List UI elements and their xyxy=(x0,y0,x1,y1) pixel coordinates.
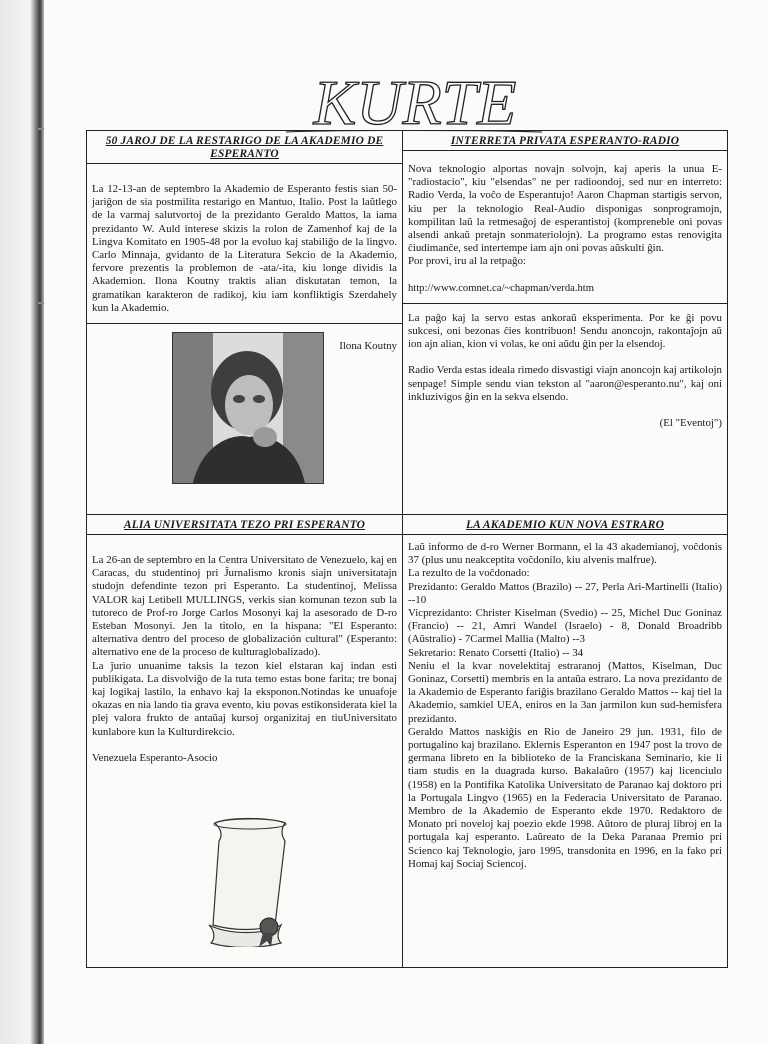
svg-text:KURTE: KURTE xyxy=(313,67,517,138)
article-universitata-tezo xyxy=(87,515,403,967)
article-paragraph: La ĵurio unuanime taksis la tezon kiel elstaran kaj indan esti publikigata. La disvolviĝo de la tuta temo estas bone farita; tre bonaj kaj logikaj lastilo, la enhavo kaj la eksponon.Notindas ke unuafoje okazas en nia lando tia grava evento, kiu povas estikonsiderata kiel la plej valora frukto de antaŭaj kursoj organizitaj en tiuUniversitato kunlabore kun la Kulturdirekcio. xyxy=(92,659,397,738)
article-paragraph: La paĝo kaj la servo estas ankoraŭ eksperimenta. Por ke ĝi povu sukcesi, oni bezonas ĉies kontribuon! Sendu anoncojn, rakontaĵojn aŭ ion ajn alian, kion vi volas, ke oni aŭdu ĝin per la elsendoj. xyxy=(408,311,722,351)
article-akademio-jubileo xyxy=(87,131,403,515)
article-heading: LA AKADEMIO KUN NOVA ESTRARO xyxy=(403,515,727,535)
article-paragraph: Radio Verda estas ideala rimedo disvastigi viajn anoncojn kaj artikolojn senpage! Simple sendu vian tekston al "aaron@esperanto.nu", kaj oni inkluzivigos ĝin en la sekva elsendo. xyxy=(408,364,722,403)
scroll-illustration xyxy=(199,815,295,947)
page-binding-edge xyxy=(0,0,44,1044)
article-paragraph: Nova teknologio alportas novajn solvojn, kaj aperis la unua E-"radiostacio", kiu "elsendas" ne per radioondoj, sed nur en interreto: Radio Verda, la voĉo de Esperantujo! Aaron Chapman startigis servon, kiu per la teknologio Real-Audio disponigas sonprogramojn, kompilitan laŭ la retmesaĝoj de esperantistoj (kompreneble oni povas alsendi ankaŭ pretajn sonmateriolojn). La programo estas renovigita ĉiudimanĉe, sed intertempe iam ajn oni povas aŭskulti ĝin. xyxy=(408,163,722,255)
article-grid xyxy=(86,130,728,968)
article-paragraph: Geraldo Mattos naskiĝis en Rio de Janeiro 29 jun. 1931, filo de portugalino kaj brazilano. Eklernis Esperanton en 1947 post la trovo de germana libreto en la biblioteko de la Franciskana Seminario, kie li tiam studis en la duagrada kurso. Bakalaŭro (1957) kaj licenciulo (1958) en la Pontifika Katolika Universitato de Paranao kaj doktoro pri la Portugala Lingvo (1965) en la Federacia Universitato de Paranao. Membro de la Akademio de Esperanto ekde 1970. Redaktoro de Monato pri noveloj kaj poezio ekde 1998. Aŭtoro de pluraj libroj en la portugala kaj esperanto. Laŭreato de la Deka Paranaa Premio pri Scienco kaj Teknologio, jaro 1995, transdonita en 1996, en la fako pri Homaj kaj Sociaj Sciencoj. xyxy=(408,725,722,870)
result-line: Vicprezidanto: Christer Kiselman (Svedio) -- 25, Michel Duc Goninaz (Francio) -- 21, Amri Wandel (Israelo) - 8, Donald Broadribb (Aŭstralio) - 7Carmel Mallia (Malto) --3 xyxy=(408,607,722,646)
article-paragraph: La 26-an de septembro en la Centra Universitato de Venezuelo, kaj en Caracas, du studentinoj pri Ĵurnalismo kronis siajn universitatajn studojn defendinte tezon pri Esperanto. La studentinoj, Melissa VALOR kaj Letibell MULLINGS, verkis sian komunan tezon sub la tutoreco de Prof-ro Jorge Carlos Mosonyi kaj la asesorado de D-ro Esteban Mosonyi. Jen la titolo, en la hispana: "El Esperanto: alternativa dentro del proceso de globalización cultural" (Esperanto: alternativo ene de la proceso de kulturaglobalizado). xyxy=(92,554,397,659)
results-label: La rezulto de la voĉdonado: xyxy=(408,567,530,580)
radio-url-link[interactable]: http://www.comnet.ca/~chapman/verda.htm xyxy=(408,282,594,294)
result-line: Sekretario: Renato Corsetti (Italio) -- 34 xyxy=(408,646,584,659)
article-signature: Venezuela Esperanto-Asocio xyxy=(92,751,218,764)
article-paragraph: La 12-13-an de septembro la Akademio de Esperanto festis sian 50-jariĝon de sia postmilita restarigo en Mantuo, Italio. Post la laŭtlego de la varmaj salutvortoj de la prezidanto Geraldo Mattos, la iama prezidanto W. Auld interese skizis la rolon de Zamenhof kaj de la Lingva Komitato en 1905-48 por la evoluo kaj stabiliĝo de la lingvo. Carlo Minnaja, gvidanto de la Literatura Sekcio de la Akademio, fervore prezentis la problemon de -ata/-ita, kiu longe dividis la Akademion. Ilona Koutny traktis alian diskutatan temon, la gramatikan karakteron de radikoj, kiu iam konfliktigis Szerdahely kun la Akademio. xyxy=(92,183,397,314)
article-paragraph: Neniu el la kvar novelektitaj estraranoj (Mattos, Kiselman, Duc Goninaz, Corsetti) membris en la antaŭa estraro. La nova prezidanto de la Akademio de Esperanto fariĝis brazilano Geraldo Mattos -- kaj tiel la Akademio, samkiel UEA, eniros en la 3an jarmilon kun sud-hemisfera prezidanto. xyxy=(408,659,722,725)
portrait-photo xyxy=(172,332,324,484)
photo-caption: Ilona Koutny xyxy=(339,340,397,353)
margin-mark xyxy=(38,302,44,304)
article-paragraph: Laŭ informo de d-ro Werner Bormann, el la 43 akademianoj, voĉdonis 37 (plus unu neakceptita voĉdonilo, kiu alvenis malfrue). xyxy=(408,541,722,567)
article-source: (El "Eventoj") xyxy=(659,417,722,430)
margin-mark xyxy=(38,128,44,130)
article-heading: 50 JAROJ DE LA RESTARIGO DE LA AKADEMIO DE ESPERANTO xyxy=(87,131,402,164)
article-paragraph: Por provi, iru al la retpaĝo: xyxy=(408,255,526,268)
article-heading: ALIA UNIVERSITATA TEZO PRI ESPERANTO xyxy=(87,515,402,535)
result-line: Prezidanto: Geraldo Mattos (Brazilo) -- 27, Perla Ari-Martinelli (Italio) --10 xyxy=(408,580,722,606)
article-radio-verda xyxy=(403,131,727,515)
masthead-logo xyxy=(280,66,550,138)
article-nova-estraro xyxy=(403,515,727,967)
article-heading: INTERRETA PRIVATA ESPERANTO-RADIO xyxy=(403,131,727,151)
